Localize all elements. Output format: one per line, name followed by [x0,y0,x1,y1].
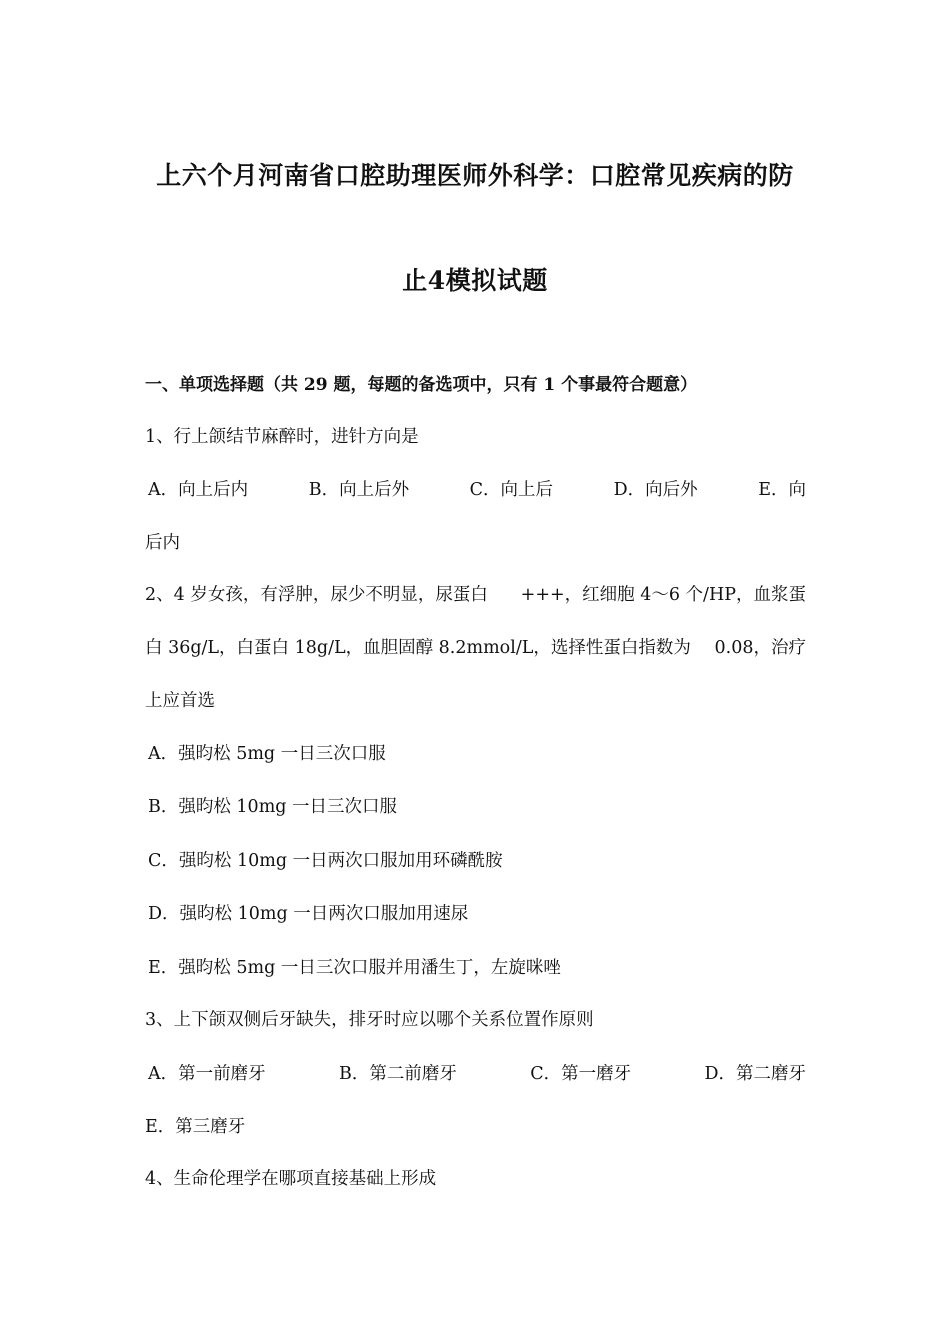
question-2-option-a: A．强昀松 5mg 一日三次口服 [148,744,386,764]
question-1-options [145,476,806,501]
question-3-option-wrap: E．第三磨牙 [145,1117,246,1137]
question-2-option-c: C．强昀松 10mg 一日两次口服加用环磷酰胺 [148,851,503,871]
question-2-option-e: E．强昀松 5mg 一日三次口服并用潘生丁，左旋咪唑 [148,958,561,978]
question-1-option-a: A．向上后内 [148,480,249,500]
question-2-stem-line-1 [145,581,806,606]
question-4-stem: 4、生命伦理学在哪项直接基础上形成 [145,1169,437,1189]
question-2-stem-line-1-b: +++，红细胞 4～6 个/HP，血浆蛋 [520,585,806,605]
question-3-option-c: C．第一磨牙 [530,1064,632,1084]
document-title-line-1: 上六个月河南省口腔助理医师外科学：口腔常见疾病的防 [156,161,794,190]
question-2-option-d: D．强昀松 10mg 一日两次口服加用速尿 [148,904,469,924]
question-2-stem-line-2-a: 白 36g/L，白蛋白 18g/L，血胆固醇 8.2mmol/L，选择性蛋白指数为 [145,638,691,658]
question-3-option-d: D．第二磨牙 [704,1064,806,1084]
question-1-stem: 1、行上颌结节麻醉时，进针方向是 [145,427,419,447]
question-3-option-a: A．第一前磨牙 [148,1064,266,1084]
question-1-option-wrap: 后内 [145,533,180,553]
document-title-line-2: 止4模拟试题 [402,266,548,295]
question-1-option-b: B．向上后外 [308,480,410,500]
question-2-option-b: B．强昀松 10mg 一日三次口服 [148,797,398,817]
section-heading: 一、单项选择题（共 29 题，每题的备选项中，只有 1 个事最符合题意） [145,375,698,395]
question-3-option-b: B．第二前磨牙 [338,1064,457,1084]
question-2-stem-line-1-a: 2、4 岁女孩，有浮肿，尿少不明显，尿蛋白 [145,585,488,605]
question-1-option-d: D．向后外 [613,480,698,500]
question-3-stem: 3、上下颌双侧后牙缺失，排牙时应以哪个关系位置作原则 [145,1010,594,1030]
question-3-options [145,1060,806,1085]
question-2-stem-line-2 [145,634,806,659]
question-2-stem-line-2-b: 0.08，治疗 [714,638,806,658]
question-1-option-c: C．向上后 [469,480,554,500]
question-1-option-e: E．向 [758,480,806,500]
question-2-stem-line-3: 上应首选 [145,691,215,711]
